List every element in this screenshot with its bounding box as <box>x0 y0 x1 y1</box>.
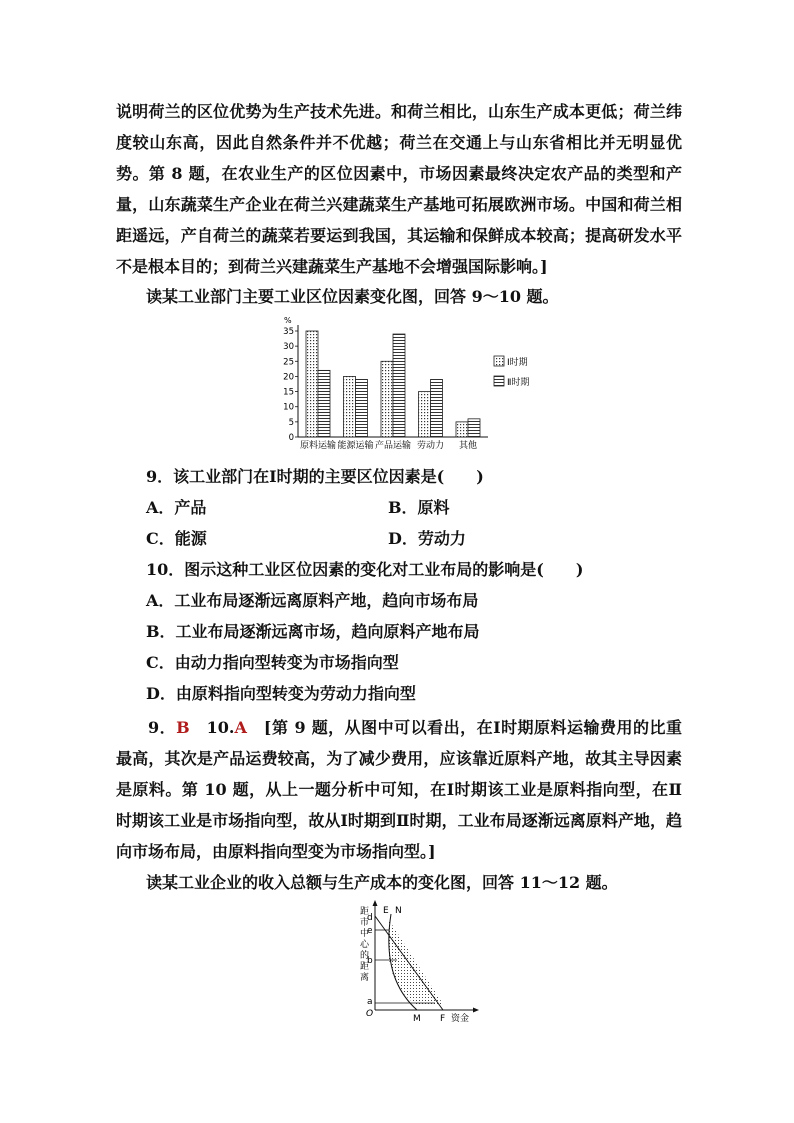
x-tick-label: 原料运输 <box>299 441 337 451</box>
y-tick-label: 5 <box>288 417 294 428</box>
x-tick-label: 产品运输 <box>374 441 412 451</box>
x-tick-label: 劳动力 <box>416 441 445 451</box>
q9-option-b: B．原料 <box>388 498 450 517</box>
y-label-char-5: 的 <box>360 951 370 961</box>
y-tick-label: 30 <box>283 342 294 353</box>
legend-swatch-1 <box>494 356 504 366</box>
y-label-char-1: 距 <box>360 907 370 917</box>
y-label-char-6: 距 <box>360 962 370 972</box>
shaded-region <box>388 920 443 1004</box>
y-axis-arrow <box>373 900 378 906</box>
y-axis-unit: % <box>284 316 292 325</box>
bar-1-5 <box>456 422 468 437</box>
previous-explanation: 说明荷兰的区位优势为生产技术先进。和荷兰相比，山东生产成本更低；荷兰纬度较山东高，因此自然条件并不优越；荷兰在交通上与山东省相比并无明显优势。第 8 题，在农业生产的区位因素中，市场因素最终决定农产品的类型和产量，山东蔬菜生产企业在荷兰兴建蔬菜生产基地可拓展欧洲市场。中国和荷兰相距遥远，产自荷兰的蔬菜若要运到我国，其运输和保鲜成本较高；提高研发水平不是根本目的；到荷兰兴建蔬菜生产基地不会增强国际影响。] <box>116 102 682 276</box>
mark-curve-n: N <box>395 906 402 916</box>
answer-9-label: 9． <box>148 718 177 737</box>
q10-option-a: A．工业布局逐渐远离原料产地，趋向市场布局 <box>146 591 479 610</box>
q10-stem: 10．图示这种工业区位因素的变化对工业布局的影响是( ) <box>146 560 584 579</box>
bar-1-2 <box>344 376 356 437</box>
mark-m: M <box>413 1014 421 1024</box>
mark-origin: O <box>366 1009 374 1019</box>
q10-option-b: B．工业布局逐渐远离市场，趋向原料产地布局 <box>146 622 480 641</box>
bar-2-4 <box>431 379 443 437</box>
bar-1-1 <box>306 331 318 437</box>
answer-9-value: B <box>176 718 190 737</box>
x-tick-label: 能源运输 <box>337 441 374 451</box>
y-tick-label: 20 <box>283 372 294 383</box>
mark-d: d <box>367 913 373 923</box>
bar-2-1 <box>318 370 330 437</box>
distance-capital-diagram <box>355 900 485 1025</box>
mark-f: F <box>440 1014 446 1024</box>
bar-2-3 <box>393 334 405 437</box>
y-label-char-7: 离 <box>360 973 370 983</box>
answer-9-10 <box>116 712 682 867</box>
answer-9-10-explanation: [第 9 题，从图中可以看出，在Ⅰ时期原料运输费用的比重最高，其次是产品运费较高，为了减少费用，应该靠近原料产地，故其主导因素是原料。第 10 题，从上一题分析中可知，在Ⅰ时期该工业是原料指向型，在Ⅱ时期该工业是市场指向型，故从Ⅰ时期到Ⅱ时期，工业布局逐渐远离原料产地，趋向市场布局，由原料指向型变为市场指向型。] <box>116 718 682 861</box>
answer-10-value: A <box>234 718 247 737</box>
y-tick-label: 10 <box>283 402 294 413</box>
q9-option-d: D．劳动力 <box>388 529 466 548</box>
answer-10-label: 10. <box>206 718 235 737</box>
bar-1-4 <box>419 392 431 437</box>
q10-option-c: C．由动力指向型转变为市场指向型 <box>146 653 399 672</box>
q9-option-a: A．产品 <box>146 498 207 517</box>
mark-e: e <box>367 926 373 936</box>
q10-option-d: D．由原料指向型转变为劳动力指向型 <box>146 684 416 703</box>
y-tick-label: 0 <box>288 433 294 443</box>
industry-location-bar-chart <box>276 312 548 456</box>
legend-label-1: Ⅰ时期 <box>507 358 528 368</box>
y-label-char-3: 中 <box>360 929 370 939</box>
y-tick-label: 25 <box>283 357 294 368</box>
question-intro-9-10: 读某工业部门主要工业区位因素变化图，回答 9～10 题。 <box>146 287 559 306</box>
legend-label-2: Ⅱ时期 <box>507 378 530 388</box>
diagram-x-axis-label: 资金 <box>451 1014 470 1024</box>
x-axis-arrow <box>473 1008 479 1013</box>
q9-option-c: C．能源 <box>146 529 207 548</box>
mark-a: a <box>367 997 373 1007</box>
question-intro-11-12: 读某工业企业的收入总额与生产成本的变化图，回答 11～12 题。 <box>146 873 618 892</box>
mark-b: b <box>367 956 373 966</box>
q9-stem: 9．该工业部门在Ⅰ时期的主要区位因素是( ) <box>146 467 484 486</box>
y-label-char-2: 市 <box>360 918 370 928</box>
y-label-char-4: 心 <box>360 940 370 950</box>
y-tick-label: 15 <box>283 387 294 398</box>
bar-1-3 <box>381 361 393 437</box>
legend-swatch-2 <box>494 376 504 386</box>
bar-2-5 <box>468 419 480 437</box>
y-tick-label: 35 <box>283 327 294 337</box>
x-tick-label: 其他 <box>458 441 478 451</box>
bar-2-2 <box>356 379 368 437</box>
mark-curve-e: E <box>383 906 389 916</box>
